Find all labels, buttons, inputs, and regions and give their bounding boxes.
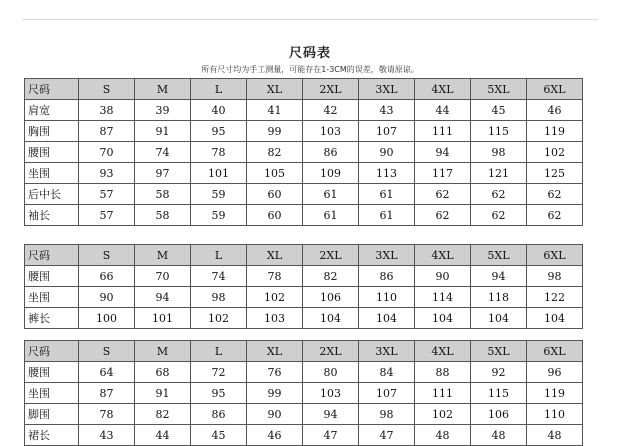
table-header-row (25, 341, 583, 362)
table-cell: 62 (471, 205, 527, 226)
header-size-cell: 3XL (359, 341, 415, 362)
table-cell: 62 (415, 205, 471, 226)
table-cell: 62 (527, 205, 583, 226)
header-size-cell: 5XL (471, 245, 527, 266)
table-cell: 90 (247, 404, 303, 425)
header-label-cell: 尺码 (25, 341, 79, 362)
table-cell: 74 (135, 142, 191, 163)
table-cell: 94 (303, 404, 359, 425)
table-cell: 47 (303, 425, 359, 446)
row-label-cell: 胸围 (25, 121, 79, 142)
table-row (25, 184, 583, 205)
row-label-cell: 腰围 (25, 362, 79, 383)
table-cell: 78 (247, 266, 303, 287)
header-size-cell: M (135, 341, 191, 362)
table-cell: 104 (415, 308, 471, 329)
table-cell: 96 (527, 362, 583, 383)
table-cell: 101 (135, 308, 191, 329)
header-label-cell: 尺码 (25, 79, 79, 100)
top-size-table (24, 78, 583, 226)
header-size-cell: M (135, 245, 191, 266)
top-divider (22, 19, 598, 20)
table-cell: 41 (247, 100, 303, 121)
table-cell: 104 (359, 308, 415, 329)
header-size-cell: 2XL (303, 341, 359, 362)
table-cell: 118 (471, 287, 527, 308)
table-cell: 86 (359, 266, 415, 287)
row-label-cell: 袖长 (25, 205, 79, 226)
table-cell: 43 (79, 425, 135, 446)
row-label-cell: 后中长 (25, 184, 79, 205)
table-cell: 87 (79, 121, 135, 142)
table-cell: 95 (191, 121, 247, 142)
table-cell: 111 (415, 121, 471, 142)
pants-size-table (24, 244, 583, 329)
header-size-cell: 2XL (303, 245, 359, 266)
header-size-cell: XL (247, 79, 303, 100)
table-cell: 102 (191, 308, 247, 329)
header-size-cell: XL (247, 245, 303, 266)
table-cell: 61 (303, 205, 359, 226)
table-cell: 86 (303, 142, 359, 163)
table-cell: 106 (471, 404, 527, 425)
table-cell: 43 (359, 100, 415, 121)
header-size-cell: XL (247, 341, 303, 362)
table-cell: 100 (79, 308, 135, 329)
table-cell: 48 (471, 425, 527, 446)
table-cell: 119 (527, 383, 583, 404)
table-cell: 111 (415, 383, 471, 404)
table-cell: 107 (359, 383, 415, 404)
table-cell: 117 (415, 163, 471, 184)
table-cell: 98 (471, 142, 527, 163)
table-cell: 93 (79, 163, 135, 184)
row-label-cell: 裙长 (25, 425, 79, 446)
table-cell: 102 (247, 287, 303, 308)
row-label-cell: 脚围 (25, 404, 79, 425)
table-cell: 60 (247, 184, 303, 205)
table-cell: 101 (191, 163, 247, 184)
table-cell: 88 (415, 362, 471, 383)
table-cell: 40 (191, 100, 247, 121)
table-cell: 94 (135, 287, 191, 308)
table-cell: 121 (471, 163, 527, 184)
table-row (25, 266, 583, 287)
row-label-cell: 腰围 (25, 142, 79, 163)
table-cell: 58 (135, 205, 191, 226)
header-size-cell: S (79, 245, 135, 266)
header-size-cell: 5XL (471, 79, 527, 100)
table-cell: 115 (471, 121, 527, 142)
table-cell: 104 (303, 308, 359, 329)
table-cell: 107 (359, 121, 415, 142)
table-cell: 64 (79, 362, 135, 383)
table-cell: 62 (527, 184, 583, 205)
table-cell: 110 (359, 287, 415, 308)
table-cell: 62 (471, 184, 527, 205)
table-cell: 90 (359, 142, 415, 163)
page-title: 尺码表 (288, 46, 331, 61)
header-size-cell: 6XL (527, 245, 583, 266)
header-size-cell: 6XL (527, 341, 583, 362)
header-size-cell: 4XL (415, 341, 471, 362)
header-size-cell: 6XL (527, 79, 583, 100)
table-cell: 92 (471, 362, 527, 383)
table-cell: 90 (415, 266, 471, 287)
header-size-cell: L (191, 341, 247, 362)
table-cell: 103 (247, 308, 303, 329)
table-cell: 102 (527, 142, 583, 163)
table-cell: 45 (471, 100, 527, 121)
table-cell: 90 (79, 287, 135, 308)
table-cell: 122 (527, 287, 583, 308)
row-label-cell: 裤长 (25, 308, 79, 329)
header-size-cell: 4XL (415, 245, 471, 266)
table-cell: 86 (191, 404, 247, 425)
table-cell: 45 (191, 425, 247, 446)
table-row (25, 404, 583, 425)
row-label-cell: 腰围 (25, 266, 79, 287)
header-size-cell: 3XL (359, 245, 415, 266)
table-cell: 99 (247, 121, 303, 142)
table-row (25, 121, 583, 142)
table-cell: 66 (79, 266, 135, 287)
table-row (25, 100, 583, 121)
table-cell: 46 (247, 425, 303, 446)
table-cell: 78 (191, 142, 247, 163)
table-cell: 84 (359, 362, 415, 383)
table-row (25, 425, 583, 446)
table-cell: 48 (415, 425, 471, 446)
table-cell: 95 (191, 383, 247, 404)
header-size-cell: M (135, 79, 191, 100)
table-cell: 62 (415, 184, 471, 205)
table-cell: 102 (415, 404, 471, 425)
table-cell: 98 (191, 287, 247, 308)
table-cell: 82 (247, 142, 303, 163)
table-cell: 61 (303, 184, 359, 205)
table-cell: 61 (359, 205, 415, 226)
table-cell: 70 (135, 266, 191, 287)
table-cell: 91 (135, 121, 191, 142)
table-cell: 98 (359, 404, 415, 425)
table-cell: 58 (135, 184, 191, 205)
table-cell: 42 (303, 100, 359, 121)
row-label-cell: 坐围 (25, 383, 79, 404)
table-cell: 76 (247, 362, 303, 383)
table-cell: 94 (471, 266, 527, 287)
table-row (25, 362, 583, 383)
table-cell: 94 (415, 142, 471, 163)
header-label-cell: 尺码 (25, 245, 79, 266)
table-cell: 114 (415, 287, 471, 308)
header-size-cell: L (191, 79, 247, 100)
measurement-note: 所有尺寸均为手工测量，可能存在1-3CM的误差，敬请原谅。 (201, 65, 419, 74)
table-cell: 57 (79, 184, 135, 205)
table-cell: 39 (135, 100, 191, 121)
header-size-cell: S (79, 79, 135, 100)
table-row (25, 308, 583, 329)
table-cell: 125 (527, 163, 583, 184)
table-cell: 59 (191, 205, 247, 226)
table-cell: 91 (135, 383, 191, 404)
table-row (25, 142, 583, 163)
table-cell: 82 (135, 404, 191, 425)
table-cell: 72 (191, 362, 247, 383)
table-cell: 44 (415, 100, 471, 121)
table-cell: 115 (471, 383, 527, 404)
row-label-cell: 坐围 (25, 287, 79, 308)
table-cell: 74 (191, 266, 247, 287)
row-label-cell: 坐围 (25, 163, 79, 184)
skirt-size-table (24, 340, 583, 446)
table-cell: 99 (247, 383, 303, 404)
table-cell: 59 (191, 184, 247, 205)
table-cell: 44 (135, 425, 191, 446)
table-cell: 68 (135, 362, 191, 383)
table-cell: 60 (247, 205, 303, 226)
header-size-cell: 2XL (303, 79, 359, 100)
table-cell: 87 (79, 383, 135, 404)
table-cell: 97 (135, 163, 191, 184)
row-label-cell: 肩宽 (25, 100, 79, 121)
header-size-cell: 3XL (359, 79, 415, 100)
table-cell: 82 (303, 266, 359, 287)
table-cell: 113 (359, 163, 415, 184)
table-cell: 70 (79, 142, 135, 163)
header-size-cell: 4XL (415, 79, 471, 100)
table-cell: 48 (527, 425, 583, 446)
table-row (25, 163, 583, 184)
table-cell: 119 (527, 121, 583, 142)
header-size-cell: S (79, 341, 135, 362)
table-row (25, 205, 583, 226)
table-cell: 103 (303, 121, 359, 142)
table-cell: 47 (359, 425, 415, 446)
table-cell: 98 (527, 266, 583, 287)
table-cell: 109 (303, 163, 359, 184)
table-row (25, 383, 583, 404)
table-header-row (25, 79, 583, 100)
table-cell: 106 (303, 287, 359, 308)
table-cell: 57 (79, 205, 135, 226)
table-cell: 104 (527, 308, 583, 329)
table-cell: 38 (79, 100, 135, 121)
table-cell: 46 (527, 100, 583, 121)
table-cell: 78 (79, 404, 135, 425)
table-cell: 80 (303, 362, 359, 383)
table-cell: 103 (303, 383, 359, 404)
table-row (25, 287, 583, 308)
table-header-row (25, 245, 583, 266)
table-cell: 110 (527, 404, 583, 425)
table-cell: 104 (471, 308, 527, 329)
table-cell: 105 (247, 163, 303, 184)
header-size-cell: 5XL (471, 341, 527, 362)
header-size-cell: L (191, 245, 247, 266)
table-cell: 61 (359, 184, 415, 205)
